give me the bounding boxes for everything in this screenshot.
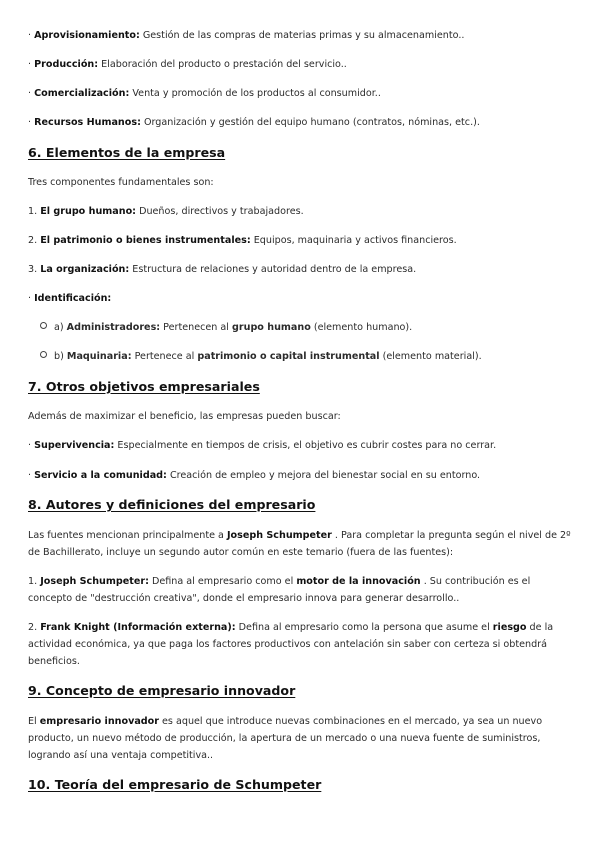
section-9-heading: 9. Concepto de empresario innovador xyxy=(28,683,296,698)
elemento-3: 3. La organización: Estructura de relaciones y autoridad dentro de la empresa. xyxy=(28,264,417,275)
bullet-aprovisionamiento: · Aprovisionamiento: Gestión de las compras de materias primas y su almacenamiento.. xyxy=(28,30,465,41)
section-6-heading: 6. Elementos de la empresa xyxy=(28,145,226,160)
autor-schumpeter: 1. Joseph Schumpeter: Defina al empresario como el motor de la innovación . Su contribución es el concepto de "destrucción creativa", donde el empresario innova para generar desarrollo.. xyxy=(28,576,531,604)
section-8-heading: 8. Autores y definiciones del empresario xyxy=(28,497,316,512)
section-10-heading: 10. Teoría del empresario de Schumpeter xyxy=(28,777,322,792)
section-7-heading: 7. Otros objetivos empresariales xyxy=(28,379,260,394)
elemento-1: 1. El grupo humano: Dueños, directivos y trabajadores. xyxy=(28,206,304,217)
bullet-produccion: · Producción: Elaboración del producto o prestación del servicio.. xyxy=(28,59,347,70)
sub-item-administradores: a) Administradores: Pertenecen al grupo humano (elemento humano). xyxy=(40,319,412,336)
autor-knight: 2. Frank Knight (Información externa): Defina al empresario como la persona que asume el riesgo de la actividad económica, ya que paga los factores productivos con antelación sin saber con certeza si obtendrá beneficios. xyxy=(28,622,554,667)
section-6-intro: Tres componentes fundamentales son: xyxy=(28,177,214,188)
section-8-intro: Las fuentes mencionan principalmente a Joseph Schumpeter . Para completar la pregunta según el nivel de 2º de Bachillerato, incluye un segundo autor común en este temario (fuera de las fuentes): xyxy=(28,530,571,558)
elemento-2: 2. El patrimonio o bienes instrumentales: Equipos, maquinaria y activos financieros. xyxy=(28,235,457,246)
bullet-supervivencia: · Supervivencia: Especialmente en tiempos de crisis, el objetivo es cubrir costes para no cerrar. xyxy=(28,440,497,451)
bullet-identificacion: · Identificación: xyxy=(28,293,112,304)
bullet-servicio-comunidad: · Servicio a la comunidad: Creación de empleo y mejora del bienestar social en su entorno. xyxy=(28,470,481,481)
bullet-recursos-humanos: · Recursos Humanos: Organización y gestión del equipo humano (contratos, nóminas, etc.). xyxy=(28,117,480,128)
bullet-comercializacion: · Comercialización: Venta y promoción de los productos al consumidor.. xyxy=(28,88,381,99)
section-9-paragraph: El empresario innovador es aquel que introduce nuevas combinaciones en el mercado, ya sea un nuevo producto, un nuevo método de producción, la apertura de un mercado o una nueva fuente de suministros, logrando así una ventaja competitiva.. xyxy=(28,716,543,761)
circle-bullet-icon xyxy=(40,322,47,329)
circle-bullet-icon xyxy=(40,351,47,358)
sub-item-maquinaria: b) Maquinaria: Pertenece al patrimonio o capital instrumental (elemento material). xyxy=(40,348,482,365)
section-7-intro: Además de maximizar el beneficio, las empresas pueden buscar: xyxy=(28,411,341,422)
